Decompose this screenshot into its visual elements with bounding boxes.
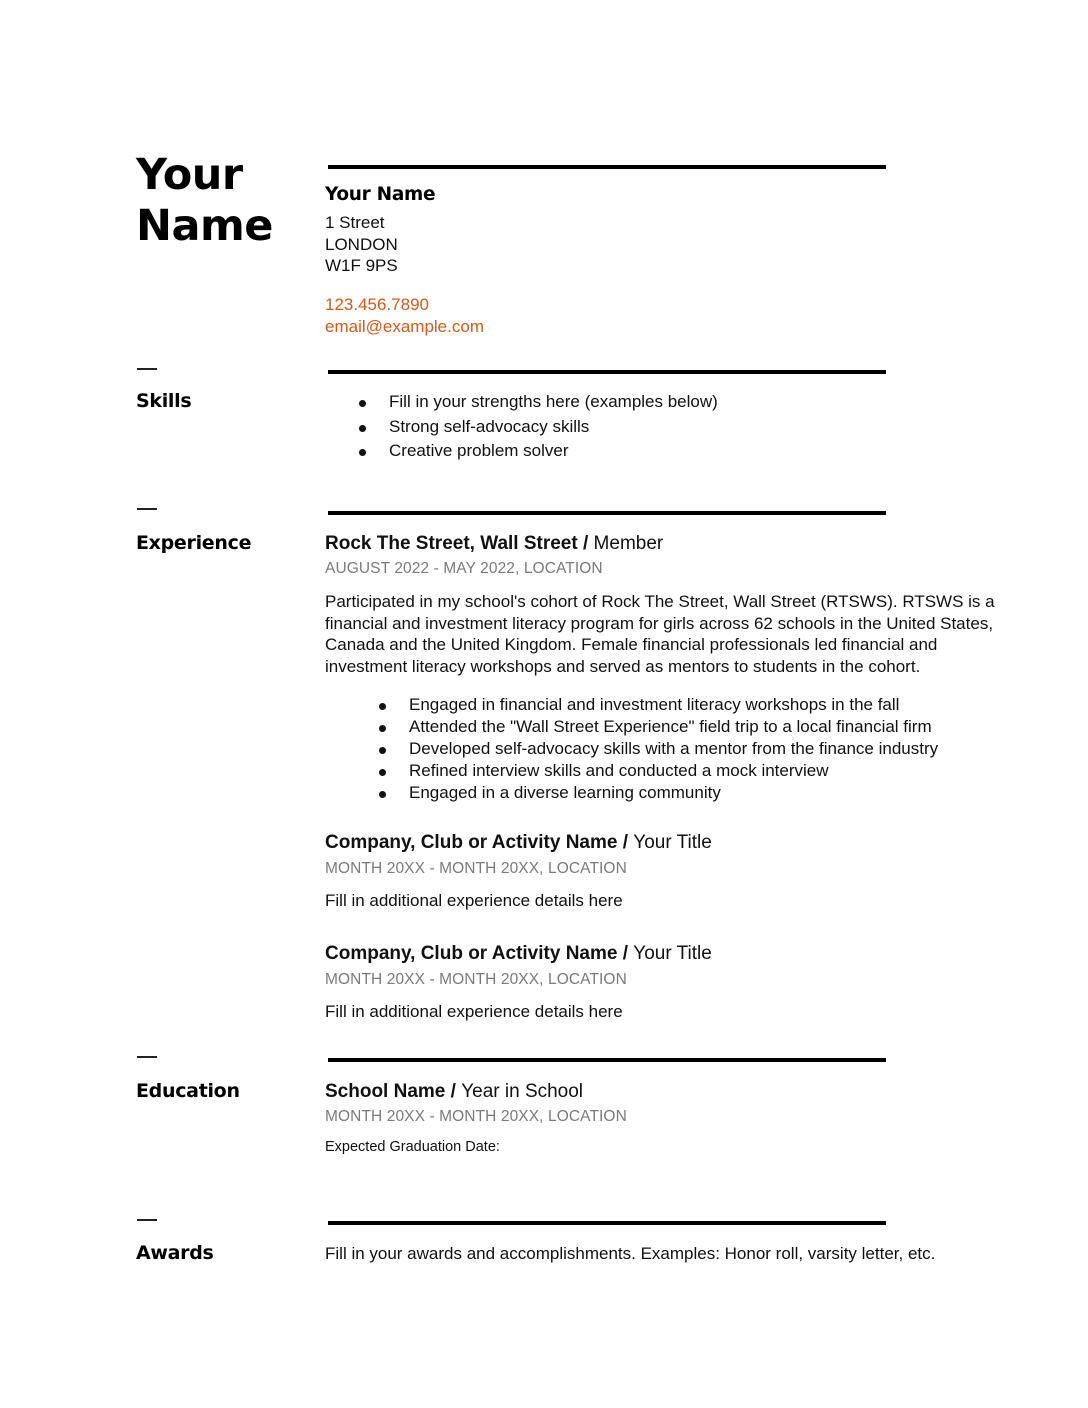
experience-dash [137, 508, 157, 510]
education-heading: Education [136, 1080, 240, 1102]
job-title-2 [325, 832, 712, 854]
job-bullets-1 [409, 695, 938, 805]
school-year: Year in School [461, 1081, 584, 1102]
experience-divider [328, 511, 886, 515]
job-meta-2: MONTH 20XX - MONTH 20XX, LOCATION [325, 860, 627, 877]
job-org: Rock The Street, Wall Street / [325, 533, 594, 554]
skill-item: Strong self-advocacy skills [389, 417, 718, 442]
skills-heading: Skills [136, 390, 192, 412]
header-divider [328, 165, 886, 169]
job-org: Company, Club or Activity Name / [325, 832, 634, 853]
school-title [325, 1081, 583, 1103]
awards-divider [328, 1221, 886, 1225]
education-meta: MONTH 20XX - MONTH 20XX, LOCATION [325, 1108, 627, 1125]
phone-number: 123.456.7890 [325, 295, 429, 314]
skills-divider [328, 370, 886, 374]
skills-list [389, 392, 718, 466]
education-dash [137, 1056, 157, 1058]
job-meta-3: MONTH 20XX - MONTH 20XX, LOCATION [325, 971, 627, 988]
resume-big-name: Your Name [136, 150, 273, 251]
awards-dash [137, 1219, 157, 1221]
education-divider [328, 1058, 886, 1062]
job-bullet: Attended the "Wall Street Experience" field trip to a local financial firm [409, 717, 938, 739]
experience-heading: Experience [136, 532, 252, 554]
address-line-2: LONDON [325, 235, 398, 254]
job-detail-3: Fill in additional experience details here [325, 1002, 623, 1021]
graduation-date: Expected Graduation Date: [325, 1139, 500, 1155]
contact-name: Your Name [325, 184, 436, 205]
job-description-1: Participated in my school's cohort of Rock The Street, Wall Street (RTSWS). RTSWS is a financial and investment literacy program for girls across 62 schools in the United States, Canada and the United Kingdom. Female financial professionals led financial and investment literacy workshops and served as mentors to students in the cohort. [325, 592, 995, 676]
job-title-1 [325, 533, 663, 555]
skill-item: Fill in your strengths here (examples below) [389, 392, 718, 417]
awards-heading: Awards [136, 1242, 214, 1264]
job-title-3 [325, 943, 712, 965]
job-meta-1: AUGUST 2022 - MAY 2022, LOCATION [325, 560, 603, 577]
job-bullet: Refined interview skills and conducted a mock interview [409, 761, 938, 783]
address-line-3: W1F 9PS [325, 256, 398, 275]
job-bullet: Engaged in a diverse learning community [409, 783, 938, 805]
address-line-1: 1 Street [325, 213, 385, 232]
awards-text: Fill in your awards and accomplishments. Examples: Honor roll, varsity letter, etc. [325, 1244, 936, 1263]
skill-item: Creative problem solver [389, 441, 718, 466]
job-org: Company, Club or Activity Name / [325, 943, 634, 964]
job-role: Your Title [633, 832, 712, 853]
email-address: email@example.com [325, 317, 484, 336]
job-role: Your Title [633, 943, 712, 964]
job-detail-2: Fill in additional experience details here [325, 891, 623, 910]
job-bullet: Engaged in financial and investment literacy workshops in the fall [409, 695, 938, 717]
job-role: Member [593, 533, 664, 554]
job-bullet: Developed self-advocacy skills with a mentor from the finance industry [409, 739, 938, 761]
school-name: School Name / [325, 1081, 462, 1102]
skills-dash [137, 368, 157, 370]
